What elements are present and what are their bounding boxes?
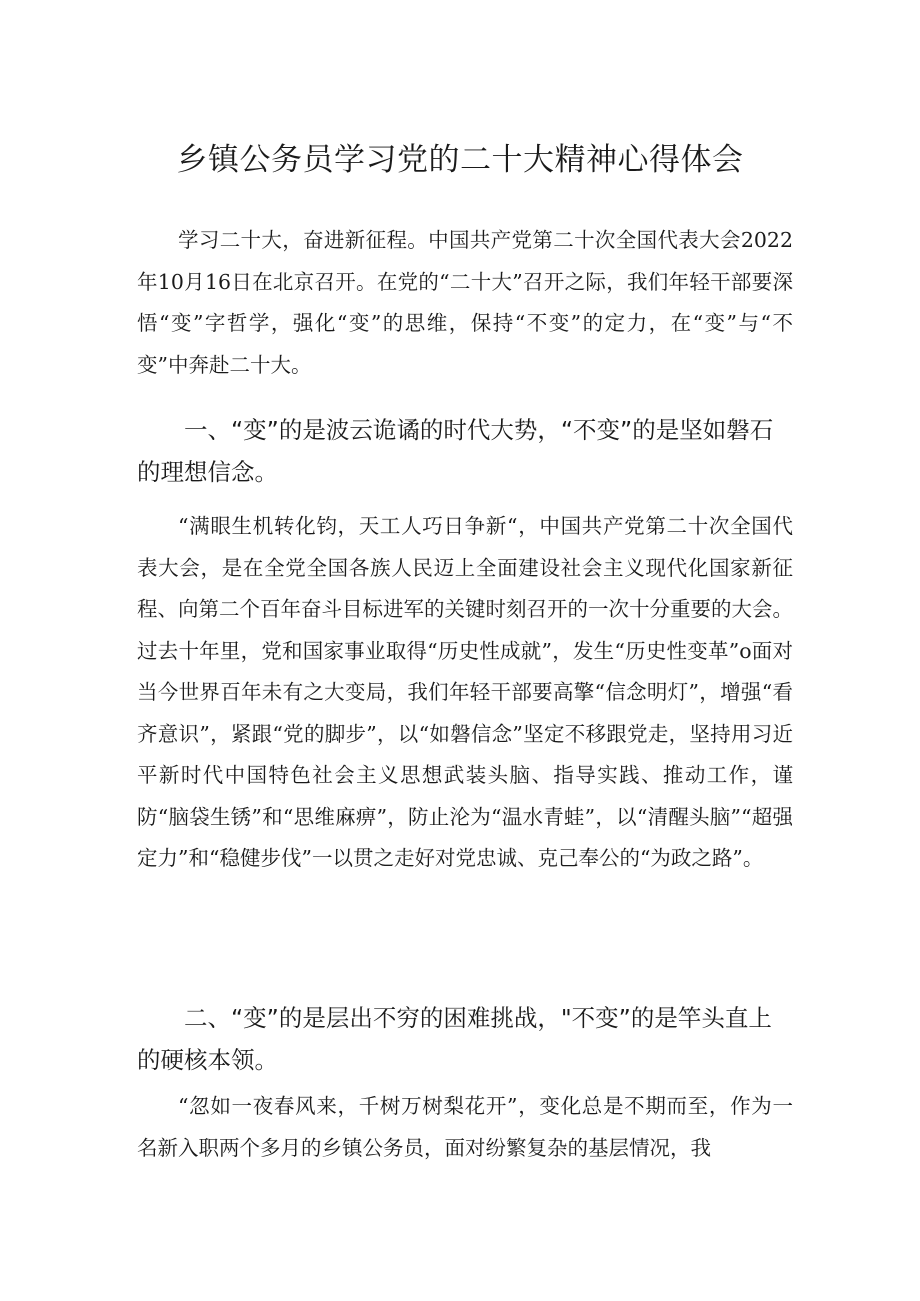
body-paragraph-3: “忽如一夜春风来，千树万树梨花开”，变化总是不期而至，作为一名新入职两个多月的乡镇公务员，面对纷繁复杂的基层情况，我 (137, 1094, 793, 1160)
body-paragraph-1: 学习二十大，奋进新征程。中国共产党第二十次全国代表大会2022年10月16日在北京召开。在党的“二十大”召开之际，我们年轻干部要深悟“变”字哲学，强化“变”的思维，保持“不变”的定力，在“变”与“不变”中奔赴二十大。 (137, 228, 793, 377)
body-paragraph-2: “满眼生机转化钧，天工人巧日争新“，中国共产党第二十次全国代表大会，是在全党全国各族人民迈上全面建设社会主义现代化国家新征程、向第二个百年奋斗目标进军的关键时刻召开的一次十分重要的大会。过去十年里，党和国家事业取得“历史性成就”，发生“历史性变革”o面对当今世界百年未有之大变局，我们年轻干部要高擎“信念明灯”，增强“看齐意识”，紧跟“党的脚步”，以“如磐信念”坚定不移跟党走，坚持用习近平新时代中国特色社会主义思想武装头脑、指导实践、推动工作，谨防“脑袋生锈”和“思维麻痹”，防止沦为“温水青蛙”，以“清醒头脑”“超强定力”和“稳健步伐”一以贯之走好对党忠诚、克己奉公的“为政之路”。 (137, 514, 793, 870)
section-heading-1: 一、“变”的是波云诡谲的时代大势，“不变”的是坚如磐石的理想信念。 (137, 416, 774, 486)
section-heading-2: 二、“变”的是层出不穷的困难挑战，"不变”的是竿头直上的硬核本领。 (137, 1004, 772, 1074)
document-title: 乡镇公务员学习党的二十大精神心得体会 (176, 142, 744, 178)
